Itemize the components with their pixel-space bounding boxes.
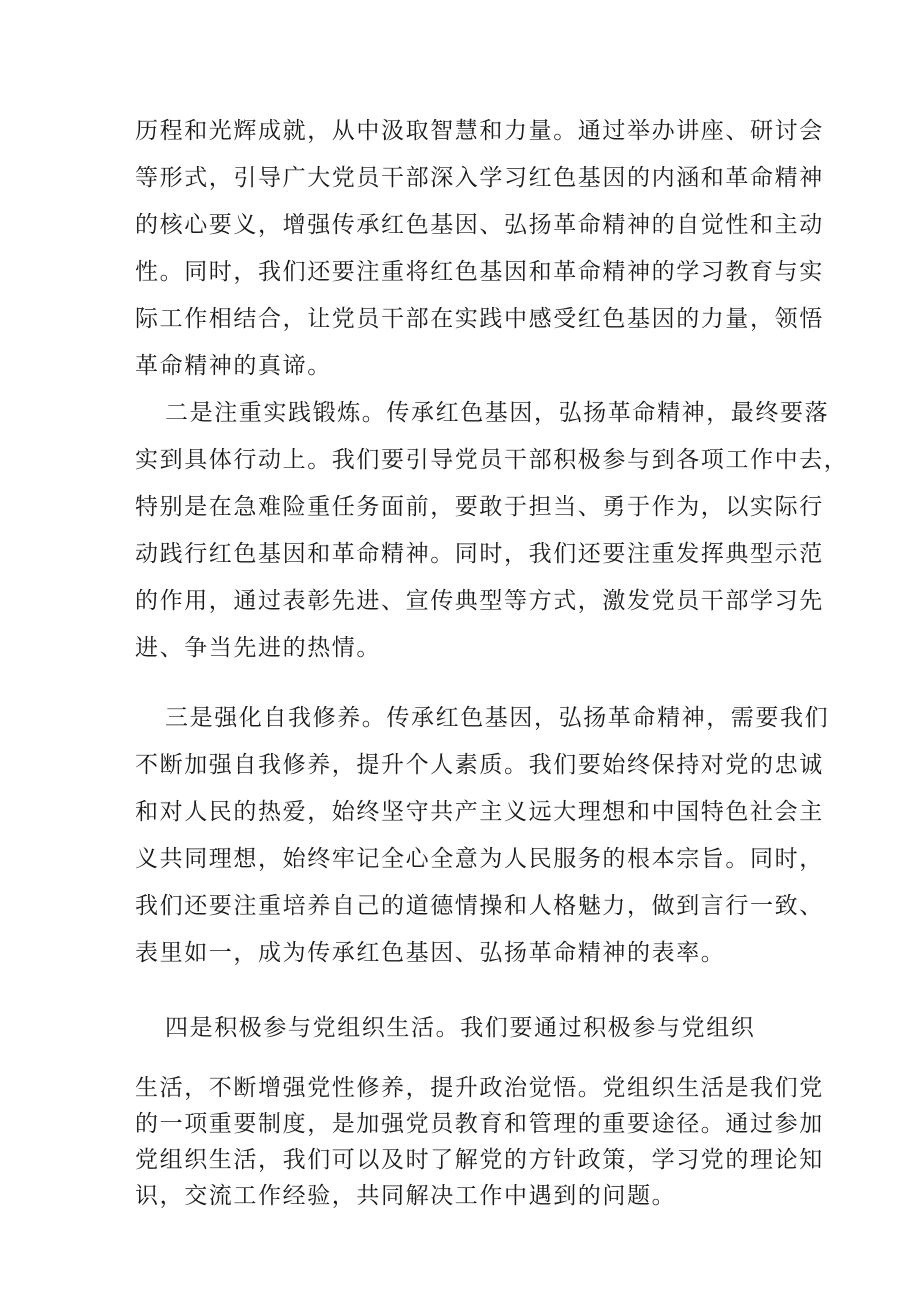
paragraph-line: 的一项重要制度，是加强党员教育和管理的重要途径。通过参加	[135, 1111, 824, 1137]
paragraph-line: 的作用，通过表彰先进、宣传典型等方式，激发党员干部学习先	[135, 588, 824, 614]
paragraph-5	[135, 1070, 824, 1214]
paragraph-3	[135, 695, 830, 977]
paragraph-line: 党组织生活，我们可以及时了解党的方针政策，学习党的理论知	[135, 1147, 824, 1173]
paragraph-line: 的核心要义，增强传承红色基因、弘扬革命精神的自觉性和主动	[135, 212, 824, 238]
paragraph-line: 际工作相结合，让党员干部在实践中感受红色基因的力量，领悟	[135, 306, 824, 332]
paragraph-line: 进、争当先进的热情。	[135, 635, 381, 661]
paragraph-line: 动践行红色基因和革命精神。同时，我们还要注重发挥典型示范	[135, 541, 824, 567]
paragraph-line: 生活，不断增强党性修养，提升政治觉悟。党组织生活是我们党	[135, 1075, 824, 1101]
paragraph-line: 不断加强自我修养，提升个人素质。我们要始终保持对党的忠诚	[135, 752, 824, 778]
paragraph-line: 义共同理想，始终牢记全心全意为人民服务的根本宗旨。同时，	[135, 846, 824, 872]
paragraph-2	[135, 390, 849, 672]
paragraph-line: 特别是在急难险重任务面前，要敢于担当、勇于作为，以实际行	[135, 494, 824, 520]
paragraph-line: 识，交流工作经验，共同解决工作中遇到的问题。	[135, 1183, 677, 1209]
paragraph-1	[135, 108, 824, 390]
paragraph-line: 和对人民的热爱，始终坚守共产主义远大理想和中国特色社会主	[135, 799, 824, 825]
paragraph-line: 等形式，引导广大党员干部深入学习红色基因的内涵和革命精神	[135, 165, 824, 191]
paragraph-line: 性。同时，我们还要注重将红色基因和革命精神的学习教育与实	[135, 259, 824, 285]
paragraph-line: 二是注重实践锻炼。传承红色基因，弘扬革命精神，最终要落	[165, 400, 830, 426]
paragraph-line: 革命精神的真谛。	[135, 353, 332, 379]
paragraph-line: 四是积极参与党组织生活。我们要通过积极参与党组织	[165, 1015, 756, 1041]
paragraph-line: 实到具体行动上。我们要引导党员干部积极参与到各项工作中去，	[135, 447, 849, 473]
paragraph-4	[135, 1005, 795, 1052]
paragraph-line: 三是强化自我修养。传承红色基因，弘扬革命精神，需要我们	[165, 705, 830, 731]
paragraph-line: 表里如一，成为传承红色基因、弘扬革命精神的表率。	[135, 940, 726, 966]
paragraph-line: 我们还要注重培养自己的道德情操和人格魅力，做到言行一致、	[135, 893, 824, 919]
paragraph-line: 历程和光辉成就，从中汲取智慧和力量。通过举办讲座、研讨会	[135, 118, 824, 144]
